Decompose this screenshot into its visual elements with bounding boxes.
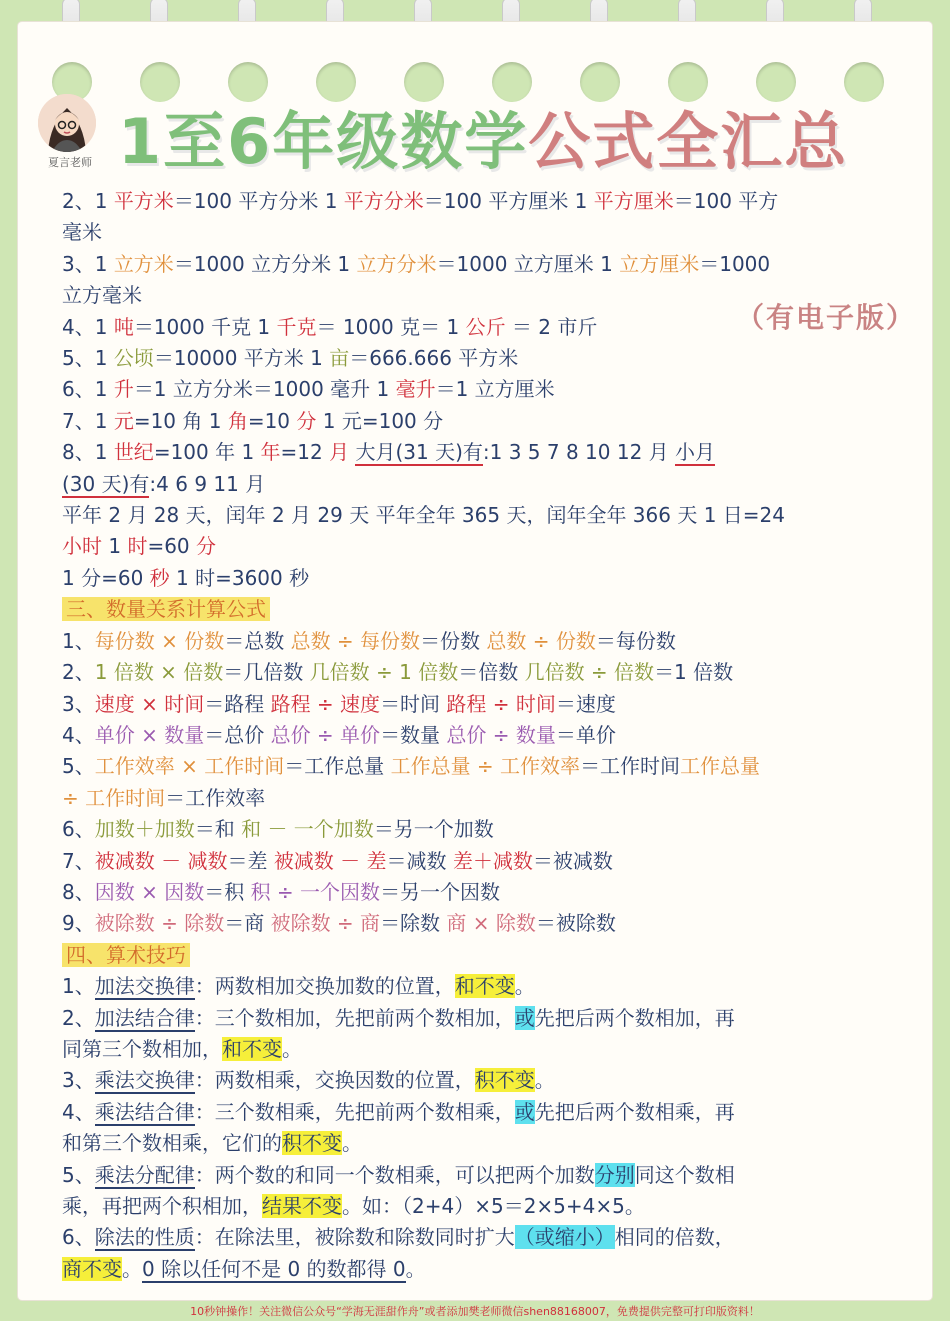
- text-segment: 或: [514, 1099, 535, 1124]
- text-segment: 月: [329, 440, 350, 465]
- text-segment: ＝工作总量: [284, 754, 391, 779]
- list-item: [62, 1160, 892, 1191]
- text-segment: ＝另一个因数: [380, 879, 501, 904]
- text-segment: 立方厘米: [619, 251, 700, 276]
- text-segment: 。如：（2+4）×5＝2×5+4×5。: [342, 1194, 645, 1218]
- text-segment: 分别: [594, 1162, 635, 1187]
- text-segment: 速度 × 时间: [94, 691, 205, 716]
- list-item: [62, 406, 892, 437]
- text-segment: (30 天)有: [62, 471, 150, 496]
- text-segment: ＝每份数: [595, 628, 676, 653]
- list-item: [62, 908, 892, 939]
- text-segment: ＝工作时间: [580, 754, 681, 779]
- text-segment: 世纪: [113, 440, 154, 465]
- text-segment: ＝10000 平方米 1: [153, 346, 330, 371]
- text-segment: 角: [227, 408, 248, 433]
- list-item: [62, 1065, 892, 1096]
- list-item: [62, 1254, 892, 1285]
- text-segment: 总数 ÷ 每份数: [290, 628, 421, 653]
- list-item: [62, 846, 892, 877]
- text-segment: 被减数 － 减数: [94, 848, 228, 873]
- text-segment: 秒: [149, 565, 170, 590]
- text-segment: 平方厘米: [593, 189, 674, 213]
- text-segment: ＝工作效率: [165, 785, 266, 810]
- text-segment: 和 － 一个加数: [241, 817, 374, 842]
- text-segment: 6、: [62, 817, 95, 842]
- text-segment: 8、: [62, 879, 95, 904]
- list-item: [62, 814, 892, 845]
- text-segment: 相同的倍数，: [614, 1225, 735, 1250]
- text-segment: 乘，再把两个积相加，: [62, 1194, 262, 1218]
- text-segment: =12: [280, 440, 330, 465]
- list-item: [62, 971, 892, 1002]
- text-segment: 8、1: [62, 440, 114, 465]
- text-segment: 和不变: [222, 1036, 282, 1061]
- teacher-avatar-icon: [38, 94, 96, 152]
- title-part-red: 公式全汇总: [528, 105, 849, 178]
- text-segment: 1: [102, 534, 128, 559]
- text-segment: ＝差: [227, 848, 274, 873]
- text-segment: :1 3 5 7 8 10 12 月: [482, 440, 676, 465]
- text-segment: ＝总数: [224, 628, 291, 653]
- text-segment: 加法结合律: [94, 1005, 195, 1030]
- text-segment: 被减数 － 差: [273, 848, 387, 873]
- text-segment: =100 年 1: [153, 440, 261, 465]
- text-segment: ＝1000 千克 1: [133, 314, 277, 339]
- list-item: [62, 531, 892, 562]
- text-segment: 因数 × 因数: [94, 879, 205, 904]
- text-segment: 积 ÷ 一个因数: [250, 879, 381, 904]
- list-item: [62, 437, 892, 468]
- list-item: [62, 1128, 892, 1159]
- list-item: [62, 626, 892, 657]
- page-title: [118, 92, 848, 181]
- text-segment: 四、算术技巧: [62, 943, 190, 967]
- text-segment: ＝100 平方: [673, 189, 779, 213]
- text-segment: 分: [296, 408, 317, 433]
- text-segment: ＝速度: [555, 691, 616, 716]
- avatar-label: 夏言老师: [48, 156, 92, 169]
- text-segment: 工作总量: [680, 754, 761, 779]
- text-segment: 立方米: [113, 251, 174, 276]
- text-segment: 2、: [62, 1005, 95, 1030]
- text-segment: ＝时间: [380, 691, 447, 716]
- text-segment: 1 时=3600 秒: [169, 565, 310, 590]
- text-segment: ：三个数相乘，先把前两个数相乘，: [194, 1099, 515, 1124]
- text-segment: ＝积: [204, 879, 251, 904]
- formula-content: [62, 186, 892, 1285]
- list-item: [62, 280, 892, 311]
- text-segment: 和第三个数相乘，它们的: [62, 1131, 282, 1156]
- text-segment: 亩: [329, 346, 350, 371]
- text-segment: 3、: [62, 1068, 95, 1093]
- text-segment: 立方毫米: [62, 283, 142, 308]
- list-item: [62, 343, 892, 374]
- text-segment: ＝被除数: [535, 911, 616, 936]
- text-segment: 积不变: [474, 1068, 535, 1093]
- text-segment: 路程 ÷ 时间: [446, 691, 556, 716]
- text-segment: 先把后两个数相加，再: [534, 1005, 735, 1030]
- text-segment: 5、1: [62, 346, 114, 371]
- list-item: [62, 689, 892, 720]
- text-segment: ：两个数的和同一个数相乘，可以把两个加数: [194, 1162, 595, 1187]
- text-segment: 除法的性质: [94, 1225, 195, 1250]
- text-segment: 千克: [276, 314, 317, 339]
- text-segment: 立方分米: [356, 251, 437, 276]
- text-segment: ＝数量: [380, 722, 447, 747]
- text-segment: 公斤: [465, 314, 506, 339]
- text-segment: ＝1 立方分米＝1000 毫升 1: [133, 377, 396, 402]
- text-segment: =10: [247, 408, 297, 433]
- text-segment: ＝666.666 平方米: [349, 346, 519, 371]
- text-segment: 商不变: [62, 1256, 122, 1281]
- text-segment: 4、1: [62, 314, 114, 339]
- text-segment: 平方分米: [343, 189, 424, 213]
- text-segment: 三、数量关系计算公式: [62, 597, 270, 621]
- text-segment: 单价 × 数量: [94, 722, 205, 747]
- text-segment: 差＋减数: [452, 848, 533, 873]
- text-segment: 6、: [62, 1225, 95, 1250]
- ring-hole: [844, 62, 884, 102]
- text-segment: 分: [196, 534, 217, 559]
- text-segment: 1 倍数 × 倍数: [94, 660, 224, 685]
- text-segment: 4、: [62, 722, 95, 747]
- text-segment: =10 角 1: [133, 408, 228, 433]
- text-segment: 毫米: [62, 220, 102, 245]
- text-segment: 乘法结合律: [94, 1099, 195, 1124]
- text-segment: 7、: [62, 848, 95, 873]
- text-segment: 4、: [62, 1099, 95, 1124]
- list-item: [62, 1003, 892, 1034]
- text-segment: ＝ 1000 克＝ 1: [316, 314, 466, 339]
- text-segment: 商 × 除数: [446, 911, 536, 936]
- list-item: [62, 374, 892, 405]
- text-segment: ÷ 工作时间: [62, 785, 166, 810]
- list-item: [62, 500, 892, 531]
- text-segment: ＝份数: [420, 628, 487, 653]
- text-segment: 平方米: [113, 189, 174, 213]
- text-segment: ＝商: [224, 911, 271, 936]
- text-segment: 加法交换律: [94, 974, 195, 999]
- list-item: [62, 657, 892, 688]
- subtitle: （有电子版）: [736, 301, 917, 334]
- avatar: [38, 94, 96, 152]
- text-segment: 加数＋加数: [94, 817, 195, 842]
- text-segment: ＝除数: [380, 911, 447, 936]
- text-segment: ＝1 倍数: [654, 660, 734, 685]
- text-segment: 大月(31 天)有: [355, 440, 483, 465]
- text-segment: 积不变: [282, 1131, 342, 1156]
- text-segment: ＝被减数: [532, 848, 613, 873]
- text-segment: 和不变: [454, 974, 515, 999]
- text-segment: 元: [113, 408, 134, 433]
- text-segment: （或缩小）: [514, 1225, 615, 1250]
- text-segment: ＝几倍数: [223, 660, 310, 685]
- list-item: [62, 249, 892, 280]
- list-item: [62, 469, 892, 500]
- text-segment: 6、1: [62, 377, 114, 402]
- text-segment: ：两数相加交换加数的位置，: [194, 974, 455, 999]
- list-item: [62, 877, 892, 908]
- text-segment: 2、: [62, 660, 95, 685]
- text-segment: 2、1: [62, 189, 114, 213]
- text-segment: 每份数 × 份数: [94, 628, 225, 653]
- text-segment: 。: [282, 1036, 302, 1061]
- list-item: [62, 1191, 892, 1222]
- text-segment: ＝另一个加数: [373, 817, 494, 842]
- text-segment: 被除数 ÷ 除数: [94, 911, 225, 936]
- text-segment: 9、: [62, 911, 95, 936]
- text-segment: ：两数相乘，交换因数的位置，: [194, 1068, 475, 1093]
- text-segment: 。: [122, 1256, 142, 1281]
- text-segment: ＝和: [194, 817, 242, 842]
- text-segment: 1 分=60: [62, 565, 150, 590]
- text-segment: 总数 ÷ 份数: [486, 628, 596, 653]
- text-segment: 1、: [62, 974, 95, 999]
- text-segment: 几倍数 ÷ 倍数: [524, 660, 655, 685]
- list-item: [62, 783, 892, 814]
- text-segment: 公顷: [113, 346, 154, 371]
- text-segment: ＝总价: [204, 722, 271, 747]
- list-item: [62, 751, 892, 782]
- text-segment: 结果不变: [262, 1194, 342, 1218]
- text-segment: 同这个数相: [634, 1162, 735, 1187]
- text-segment: 。: [534, 1068, 555, 1093]
- text-segment: 吨: [113, 314, 134, 339]
- text-segment: ＝减数: [386, 848, 453, 873]
- list-item: [62, 563, 892, 594]
- text-segment: 小时: [62, 534, 102, 559]
- text-segment: 。: [514, 974, 535, 999]
- text-segment: ＝路程: [204, 691, 271, 716]
- text-segment: 0 除以任何不是 0 的数都得 0: [142, 1256, 406, 1281]
- text-segment: ＝1000 立方分米 1: [173, 251, 357, 276]
- text-segment: 乘法交换律: [94, 1068, 195, 1093]
- text-segment: 乘法分配律: [94, 1162, 195, 1187]
- text-segment: 总价 ÷ 数量: [446, 722, 556, 747]
- list-item: [62, 1222, 892, 1253]
- text-segment: 时: [127, 534, 148, 559]
- text-segment: ＝1 立方厘米: [435, 377, 555, 402]
- text-segment: 5、: [62, 1162, 95, 1187]
- text-segment: 工作效率 × 工作时间: [94, 754, 285, 779]
- text-segment: 3、1: [62, 251, 114, 276]
- list-item: [62, 720, 892, 751]
- text-segment: ＝100 平方分米 1: [173, 189, 344, 213]
- text-segment: 1 元=100 分: [316, 408, 444, 433]
- text-segment: 同第三个数相加，: [62, 1036, 222, 1061]
- text-segment: 路程 ÷ 速度: [270, 691, 381, 716]
- text-segment: 或: [514, 1005, 535, 1030]
- list-item: [62, 186, 892, 217]
- text-segment: 先把后两个数相乘，再: [534, 1099, 735, 1124]
- title-part-green: 1至6年级数学: [118, 105, 529, 178]
- section-heading-4: [62, 940, 892, 971]
- footer-notice: 10秒钟操作！关注微信公众号“学海无涯甜作舟”或者添加樊老师微信shen88168007，免费提供完整可打印版资料！: [190, 1305, 760, 1318]
- text-segment: =60: [147, 534, 197, 559]
- text-segment: 。: [405, 1256, 426, 1281]
- text-segment: 。: [342, 1131, 362, 1156]
- text-segment: 年: [260, 440, 281, 465]
- text-segment: ＝倍数: [458, 660, 525, 685]
- text-segment: 5、: [62, 754, 95, 779]
- text-segment: 3、: [62, 691, 95, 716]
- text-segment: 1、: [62, 628, 95, 653]
- text-segment: 平年 2 月 28 天，闰年 2 月 29 天 平年全年 365 天，闰年全年 366 天 1 日=24: [62, 503, 785, 528]
- text-segment: 几倍数 ÷ 1 倍数: [309, 660, 459, 685]
- text-segment: ：三个数相加，先把前两个数相加，: [194, 1005, 515, 1030]
- section-heading-3: [62, 594, 892, 625]
- text-segment: ＝单价: [555, 722, 616, 747]
- list-item: [62, 1097, 892, 1128]
- text-segment: ＝1000: [699, 251, 771, 276]
- text-segment: 总价 ÷ 单价: [270, 722, 381, 747]
- text-segment: :4 6 9 11 月: [149, 471, 266, 496]
- text-segment: ＝100 平方厘米 1: [423, 189, 594, 213]
- text-segment: 工作总量 ÷ 工作效率: [390, 754, 581, 779]
- text-segment: 小月: [675, 440, 716, 465]
- text-segment: 被除数 ÷ 商: [270, 911, 381, 936]
- text-segment: ：在除法里，被除数和除数同时扩大: [194, 1225, 515, 1250]
- text-segment: 升: [113, 377, 134, 402]
- text-segment: 7、1: [62, 408, 114, 433]
- text-segment: ＝ 2 市斤: [505, 314, 598, 339]
- text-segment: 毫升: [395, 377, 436, 402]
- list-item: [62, 312, 892, 343]
- list-item: [62, 217, 892, 248]
- text-segment: ＝1000 立方厘米 1: [436, 251, 620, 276]
- list-item: [62, 1034, 892, 1065]
